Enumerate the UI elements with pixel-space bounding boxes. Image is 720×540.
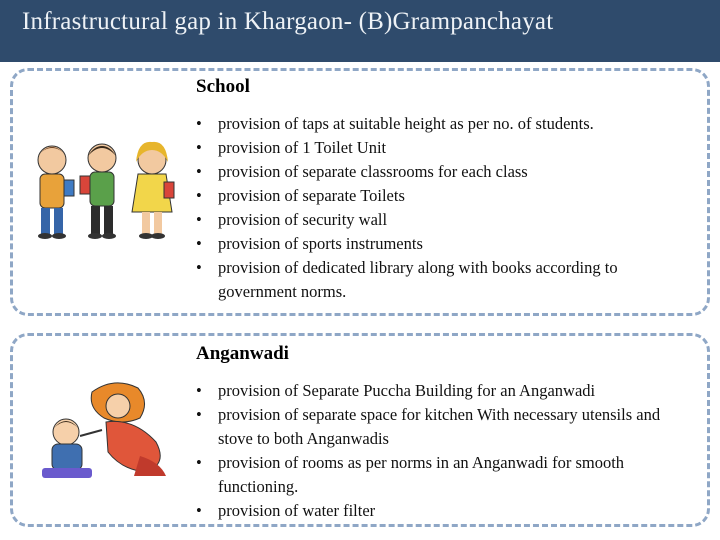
child-right-figure	[132, 142, 174, 239]
caregiver-figure	[91, 383, 166, 476]
list-item: • provision of separate classrooms for each class	[196, 160, 696, 184]
list-item: • provision of sports instruments	[196, 232, 696, 256]
anganwadi-list	[196, 379, 676, 523]
anganwadi-illustration	[22, 372, 182, 492]
list-item: • provision of separate Toilets	[196, 184, 696, 208]
list-item: • provision of 1 Toilet Unit	[196, 136, 696, 160]
anganwadi-heading: Anganwadi	[196, 343, 289, 364]
slide-title: Infrastructural gap in Khargaon- (B)Grampanchayat	[22, 8, 554, 35]
list-item: • provision of Separate Puccha Building for an Anganwadi	[196, 379, 676, 403]
school-heading: School	[196, 76, 250, 97]
children-illustration	[24, 126, 184, 266]
child-middle-figure	[80, 144, 116, 239]
list-item: • provision of separate space for kitchen With necessary utensils and stove to both Anganwadis	[196, 403, 676, 451]
child-left-figure	[38, 146, 74, 239]
title-bar	[0, 0, 720, 62]
school-list	[196, 112, 696, 304]
list-item: • provision of dedicated library along with books according to government norms.	[196, 256, 696, 304]
list-item: • provision of rooms as per norms in an Anganwadi for smooth functioning.	[196, 451, 676, 499]
list-item: • provision of taps at suitable height as per no. of students.	[196, 112, 696, 136]
list-item: • provision of water filter	[196, 499, 676, 523]
list-item: • provision of security wall	[196, 208, 696, 232]
child-figure	[42, 419, 92, 478]
